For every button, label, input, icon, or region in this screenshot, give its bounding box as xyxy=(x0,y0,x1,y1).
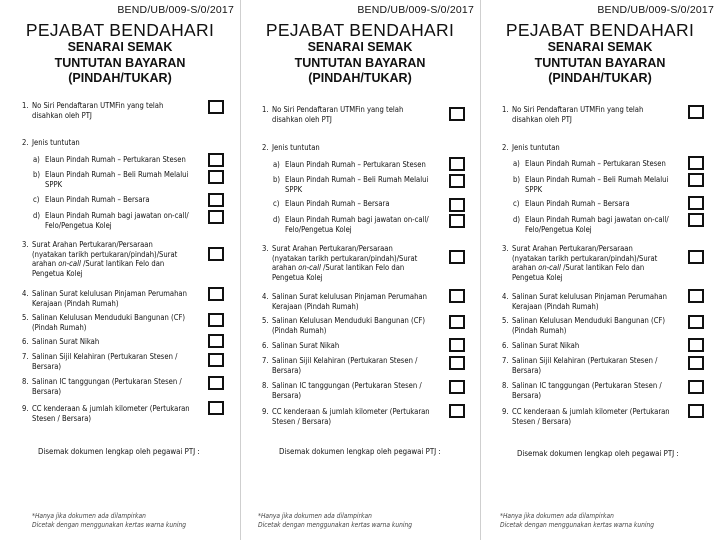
item-letter: d) xyxy=(273,215,281,224)
item-number: 5. xyxy=(262,316,269,325)
item-8 xyxy=(262,381,444,400)
item-number: 4. xyxy=(22,289,29,298)
item-text-line: Felo/Pengetua Kolej xyxy=(285,224,352,234)
item-number: 9. xyxy=(262,407,269,416)
checkbox-item-5[interactable] xyxy=(688,315,704,329)
checkbox-item-5[interactable] xyxy=(208,313,224,327)
item-2a xyxy=(33,155,203,165)
item-text-line: Salinan IC tanggungan (Pertukaran Stesen / xyxy=(512,381,662,390)
item-text-line: disahkan oleh PTJ xyxy=(512,114,572,124)
item-text-line: Elaun Pindah Rumah – Beli Rumah Melalui xyxy=(45,170,189,179)
item-letter: d) xyxy=(513,215,521,224)
item-number: 3. xyxy=(22,240,29,249)
item-6 xyxy=(22,337,204,347)
item-number: 2. xyxy=(502,143,509,152)
checkbox-item-3[interactable] xyxy=(449,250,465,264)
item-number: 1. xyxy=(262,105,269,114)
checkbox-item-6[interactable] xyxy=(449,338,465,352)
item-1 xyxy=(502,105,682,124)
item-9 xyxy=(22,404,204,423)
item-text-line: Elaun Pindah Rumah – Bersara xyxy=(525,199,630,208)
item-number: 6. xyxy=(262,341,269,350)
footnote xyxy=(32,512,237,529)
item-text-line: Salinan Surat kelulusan Pinjaman Perumahan xyxy=(272,292,427,301)
item-text-line: No Siri Pendaftaran UTMFin yang telah xyxy=(272,105,404,114)
item-number: 8. xyxy=(22,377,29,386)
footnote xyxy=(258,512,473,529)
item-9 xyxy=(502,407,684,426)
item-text-line: No Siri Pendaftaran UTMFin yang telah xyxy=(512,105,644,114)
checkbox-item-4[interactable] xyxy=(449,289,465,303)
item-text-line: SPPK xyxy=(525,184,543,194)
checkbox-item-4[interactable] xyxy=(208,287,224,301)
item-text-line: Stesen / Bersara) xyxy=(32,413,92,423)
checkbox-item-2c[interactable] xyxy=(688,196,704,210)
checkbox-item-5[interactable] xyxy=(449,315,465,329)
item-text-line: Surat Arahan Pertukaran/Persaraan xyxy=(32,240,153,249)
checkbox-item-9[interactable] xyxy=(449,404,465,418)
subtitle-line-3: (PINDAH/TUKAR) xyxy=(548,71,652,85)
item-text-line: Surat Arahan Pertukaran/Persaraan xyxy=(512,244,633,253)
checkbox-item-2c[interactable] xyxy=(208,193,224,207)
item-number: 6. xyxy=(22,337,29,346)
item-text-line: Bersara) xyxy=(32,361,62,371)
footnote-line-1: *Hanya jika dokumen ada dilampirkan xyxy=(500,512,614,520)
item-number: 1. xyxy=(502,105,509,114)
checklist-column-2 xyxy=(240,0,480,540)
checkbox-item-2b[interactable] xyxy=(208,170,224,184)
item-letter: b) xyxy=(513,175,521,184)
item-text-line: disahkan oleh PTJ xyxy=(272,114,332,124)
footnote-line-2: Dicetak dengan menggunakan kertas warna kuning xyxy=(32,520,187,529)
item-text-line: (nyatakan tarikh pertukaran/pindah)/Surat xyxy=(512,253,658,263)
checkbox-item-7[interactable] xyxy=(449,356,465,370)
item-text-line: Salinan Surat kelulusan Pinjaman Perumahan xyxy=(32,289,187,298)
checkbox-item-8[interactable] xyxy=(449,380,465,394)
item-4 xyxy=(262,292,444,311)
item-text-line: CC kenderaan & jumlah kilometer (Pertukaran xyxy=(32,404,190,413)
item-letter: c) xyxy=(273,199,280,208)
checkbox-item-4[interactable] xyxy=(688,289,704,303)
item-text-line: Stesen / Bersara) xyxy=(272,416,332,426)
item-number: 9. xyxy=(502,407,509,416)
item-2c xyxy=(33,195,203,205)
item-number: 5. xyxy=(22,313,29,322)
item-text-line: Bersara) xyxy=(272,365,302,375)
checkbox-item-2b[interactable] xyxy=(449,174,465,188)
subtitle-line-2: TUNTUTAN BAYARAN xyxy=(534,55,666,70)
item-text-line: Salinan Kelulusan Menduduki Bangunan (CF) xyxy=(272,316,426,325)
reference-code: BEND/UB/009-S/0/2017 xyxy=(357,4,474,16)
item-text-line: Jenis tuntutan xyxy=(512,143,560,152)
item-number: 7. xyxy=(22,352,29,361)
footnote xyxy=(500,512,715,529)
item-text-line: (nyatakan tarikh pertukaran/pindah)/Surat xyxy=(32,249,178,259)
item-number: 3. xyxy=(262,244,269,253)
item-text-line: Salinan IC tanggungan (Pertukaran Stesen / xyxy=(272,381,422,390)
item-text-line: Stesen / Bersara) xyxy=(512,416,572,426)
item-number: 3. xyxy=(502,244,509,253)
footnote-line-2: Dicetak dengan menggunakan kertas warna kuning xyxy=(500,520,655,529)
item-text-line: Bersara) xyxy=(512,365,542,375)
item-4 xyxy=(502,292,684,311)
item-text-line: Bersara) xyxy=(32,386,62,396)
checkbox-item-9[interactable] xyxy=(688,404,704,418)
item-text-line: SPPK xyxy=(285,184,303,194)
item-number: 7. xyxy=(262,356,269,365)
checkbox-item-7[interactable] xyxy=(688,356,704,370)
page-title: PEJABAT BENDAHARI xyxy=(25,20,215,40)
item-text-line: (Pindah Rumah) xyxy=(32,322,87,332)
item-6 xyxy=(502,341,684,351)
item-letter: b) xyxy=(33,170,41,179)
item-text-line: Salinan Surat Nikah xyxy=(272,341,340,350)
item-text-line: Elaun Pindah Rumah – Bersara xyxy=(45,195,150,204)
page-title: PEJABAT BENDAHARI xyxy=(505,20,695,40)
item-letter: d) xyxy=(33,211,41,220)
checkbox-item-2d[interactable] xyxy=(449,214,465,228)
item-text-line: Salinan Sijil Kelahiran (Pertukaran Stesen / xyxy=(272,356,418,365)
item-text-line: disahkan oleh PTJ xyxy=(32,110,92,120)
checkbox-item-2a[interactable] xyxy=(208,153,224,167)
item-text-line: Elaun Pindah Rumah – Pertukaran Stesen xyxy=(45,155,186,164)
item-2b xyxy=(273,175,443,194)
item-4 xyxy=(22,289,204,308)
checkbox-item-7[interactable] xyxy=(208,353,224,367)
item-6 xyxy=(262,341,444,351)
item-text-line: arahan on-call /Surat lantikan Felo dan xyxy=(272,263,405,273)
checkbox-item-2d[interactable] xyxy=(208,210,224,224)
item-text-line: Kerajaan (Pindah Rumah) xyxy=(272,301,359,311)
item-2 xyxy=(22,138,202,148)
item-text-line: (Pindah Rumah) xyxy=(272,325,327,335)
footnote-line-2: Dicetak dengan menggunakan kertas warna kuning xyxy=(258,520,413,529)
subtitle-line-1: SENARAI SEMAK xyxy=(307,40,413,54)
item-text-line: Bersara) xyxy=(272,390,302,400)
item-letter: a) xyxy=(273,160,280,169)
item-number: 2. xyxy=(262,143,269,152)
item-8 xyxy=(502,381,684,400)
checkbox-item-2b[interactable] xyxy=(688,173,704,187)
item-number: 8. xyxy=(502,381,509,390)
declaration-text: Disemak dokumen lengkap oleh pegawai PTJ : xyxy=(38,447,200,456)
item-text-line: CC kenderaan & jumlah kilometer (Pertukaran xyxy=(512,407,670,416)
item-text-line: Elaun Pindah Rumah bagi jawatan on-call/ xyxy=(525,215,669,224)
item-letter: b) xyxy=(273,175,281,184)
item-letter: c) xyxy=(33,195,40,204)
checkbox-item-2a[interactable] xyxy=(449,157,465,171)
item-text-line: Pengetua Kolej xyxy=(272,272,323,282)
checkbox-item-3[interactable] xyxy=(208,247,224,261)
item-2d xyxy=(33,211,203,230)
item-text-line: Pengetua Kolej xyxy=(32,268,83,278)
item-number: 8. xyxy=(262,381,269,390)
item-text-line: Elaun Pindah Rumah – Beli Rumah Melalui xyxy=(285,175,429,184)
item-text-line: Salinan Surat Nikah xyxy=(512,341,580,350)
item-letter: a) xyxy=(513,159,520,168)
item-number: 1. xyxy=(22,101,29,110)
page-title: PEJABAT BENDAHARI xyxy=(265,20,455,40)
item-3 xyxy=(502,244,684,282)
item-1 xyxy=(262,105,442,124)
item-5 xyxy=(502,316,684,335)
footnote-line-1: *Hanya jika dokumen ada dilampirkan xyxy=(32,512,146,520)
item-text-line: Salinan Kelulusan Menduduki Bangunan (CF) xyxy=(32,313,186,322)
item-text-line: Surat Arahan Pertukaran/Persaraan xyxy=(272,244,393,253)
checkbox-item-1[interactable] xyxy=(449,107,465,121)
item-2b xyxy=(513,175,683,194)
item-5 xyxy=(262,316,444,335)
item-9 xyxy=(262,407,444,426)
item-text-line: Kerajaan (Pindah Rumah) xyxy=(512,301,599,311)
item-7 xyxy=(22,352,204,371)
checklist-subtitle xyxy=(0,40,240,87)
checklist-column-1 xyxy=(0,0,240,540)
item-text-line: Bersara) xyxy=(512,390,542,400)
subtitle-line-2: TUNTUTAN BAYARAN xyxy=(54,55,186,70)
checkbox-item-9[interactable] xyxy=(208,401,224,415)
item-2d xyxy=(513,215,683,234)
subtitle-line-2: TUNTUTAN BAYARAN xyxy=(294,55,426,70)
item-3 xyxy=(22,240,204,278)
subtitle-line-1: SENARAI SEMAK xyxy=(547,40,653,54)
checkbox-item-2c[interactable] xyxy=(449,198,465,212)
checkbox-item-6[interactable] xyxy=(208,334,224,348)
item-1 xyxy=(22,101,202,120)
item-text-line: Pengetua Kolej xyxy=(512,272,563,282)
item-text-line: Kerajaan (Pindah Rumah) xyxy=(32,298,119,308)
item-letter: c) xyxy=(513,199,520,208)
item-5 xyxy=(22,313,204,332)
item-number: 7. xyxy=(502,356,509,365)
declaration-text: Disemak dokumen lengkap oleh pegawai PTJ : xyxy=(517,449,679,458)
item-8 xyxy=(22,377,204,396)
item-text-line: Jenis tuntutan xyxy=(272,143,320,152)
checklist-subtitle xyxy=(480,40,720,87)
item-2c xyxy=(273,199,443,209)
checkbox-item-2a[interactable] xyxy=(688,156,704,170)
subtitle-line-1: SENARAI SEMAK xyxy=(67,40,173,54)
checkbox-item-8[interactable] xyxy=(208,376,224,390)
item-number: 5. xyxy=(502,316,509,325)
item-number: 4. xyxy=(262,292,269,301)
item-2 xyxy=(262,143,442,153)
checkbox-item-2d[interactable] xyxy=(688,213,704,227)
item-text-line: Elaun Pindah Rumah bagi jawatan on-call/ xyxy=(45,211,189,220)
checkbox-item-1[interactable] xyxy=(688,105,704,119)
item-number: 9. xyxy=(22,404,29,413)
item-text-line: Salinan IC tanggungan (Pertukaran Stesen / xyxy=(32,377,182,386)
subtitle-line-3: (PINDAH/TUKAR) xyxy=(68,71,172,85)
checkbox-item-8[interactable] xyxy=(688,380,704,394)
item-text-line: Salinan Surat kelulusan Pinjaman Perumahan xyxy=(512,292,667,301)
item-text-line: Elaun Pindah Rumah – Pertukaran Stesen xyxy=(285,160,426,169)
item-2d xyxy=(273,215,443,234)
item-text-line: Salinan Kelulusan Menduduki Bangunan (CF) xyxy=(512,316,666,325)
item-number: 2. xyxy=(22,138,29,147)
item-text-line: Salinan Sijil Kelahiran (Pertukaran Stesen / xyxy=(512,356,658,365)
item-text-line: Elaun Pindah Rumah – Bersara xyxy=(285,199,390,208)
item-text-line: No Siri Pendaftaran UTMFin yang telah xyxy=(32,101,164,110)
item-text-line: Jenis tuntutan xyxy=(32,138,80,147)
item-text-line: Salinan Sijil Kelahiran (Pertukaran Stesen / xyxy=(32,352,178,361)
checklist-column-3 xyxy=(480,0,720,540)
subtitle-line-3: (PINDAH/TUKAR) xyxy=(308,71,412,85)
item-7 xyxy=(502,356,684,375)
item-2a xyxy=(273,160,443,170)
item-text-line: Elaun Pindah Rumah bagi jawatan on-call/ xyxy=(285,215,429,224)
checkbox-item-6[interactable] xyxy=(688,338,704,352)
item-2a xyxy=(513,159,683,169)
item-7 xyxy=(262,356,444,375)
item-3 xyxy=(262,244,444,282)
item-text-line: (Pindah Rumah) xyxy=(512,325,567,335)
item-text-line: CC kenderaan & jumlah kilometer (Pertukaran xyxy=(272,407,430,416)
reference-code: BEND/UB/009-S/0/2017 xyxy=(597,4,714,16)
item-text-line: arahan on-call /Surat lantikan Felo dan xyxy=(512,263,645,273)
item-2b xyxy=(33,170,203,189)
checkbox-item-1[interactable] xyxy=(208,100,224,114)
item-letter: a) xyxy=(33,155,40,164)
item-text-line: Elaun Pindah Rumah – Pertukaran Stesen xyxy=(525,159,666,168)
declaration-text: Disemak dokumen lengkap oleh pegawai PTJ : xyxy=(279,447,441,456)
item-text-line: Felo/Pengetua Kolej xyxy=(525,224,592,234)
checklist-subtitle xyxy=(240,40,480,87)
footnote-line-1: *Hanya jika dokumen ada dilampirkan xyxy=(258,512,372,520)
item-number: 6. xyxy=(502,341,509,350)
item-text-line: Felo/Pengetua Kolej xyxy=(45,220,112,230)
item-text-line: (nyatakan tarikh pertukaran/pindah)/Surat xyxy=(272,253,418,263)
item-text-line: SPPK xyxy=(45,179,63,189)
item-number: 4. xyxy=(502,292,509,301)
item-text-line: Salinan Surat Nikah xyxy=(32,337,100,346)
item-text-line: Elaun Pindah Rumah – Beli Rumah Melalui xyxy=(525,175,669,184)
item-2c xyxy=(513,199,683,209)
reference-code: BEND/UB/009-S/0/2017 xyxy=(117,4,234,16)
checkbox-item-3[interactable] xyxy=(688,250,704,264)
item-2 xyxy=(502,143,682,153)
item-text-line: arahan on-call /Surat lantikan Felo dan xyxy=(32,259,165,269)
